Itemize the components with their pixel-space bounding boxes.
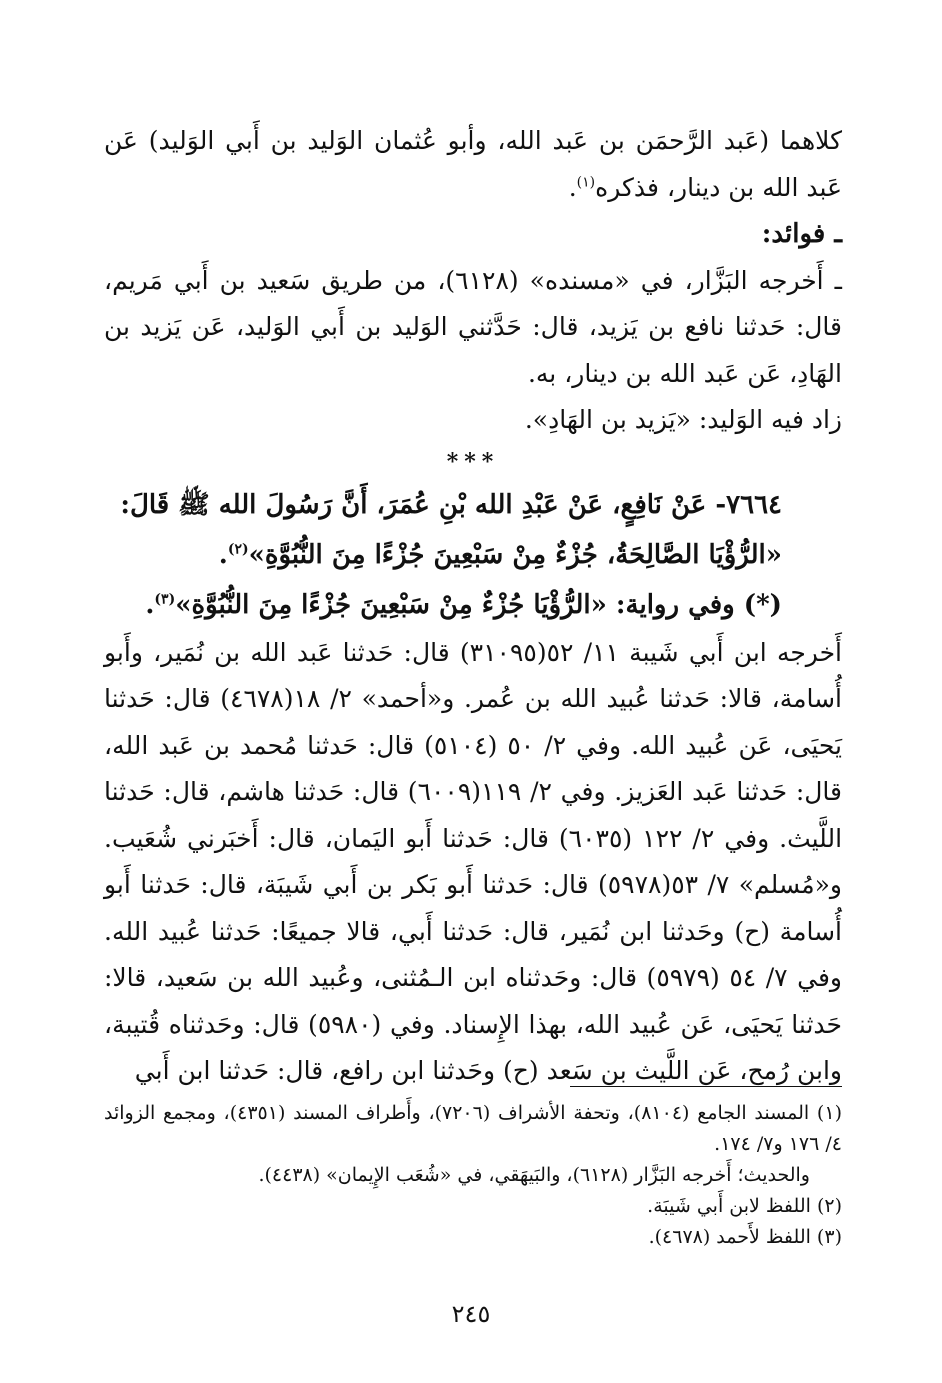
hadith-riwaya-text: (*) وفي رواية: «الرُّؤْيَا جُزْءٌ مِنْ سَبْعِينَ جُزْءًا مِنَ النُّبُوَّةِ» [175, 589, 782, 620]
page-number: ٢٤٥ [451, 1300, 491, 1328]
fawaid-paragraph-1: ـ أَخرجه البَزَّار، في «مسنده» (٦١٢٨)، من طريق سَعيد بن أَبي مَريم، قال: حَدثنا نافع بن يَزيد، قال: حَدَّثني الوَليد بن أَبي الوَليد، عَن يَزيد بن الهَادِ، عَن عَبد الله بن دينار، به. [104, 265, 842, 388]
hadith-isnad-text: عَنْ نَافِعٍ، عَنْ عَبْدِ الله بْنِ عُمَرَ، أَنَّ رَسُولَ الله ﷺ قَالَ: [120, 489, 707, 520]
hadith-number: ٧٦٦٤- [715, 489, 782, 520]
main-text [104, 118, 842, 1095]
intro-text: كلاهما (عَبد الرَّحمَن بن عَبد الله، وأبو عُثمان الوَليد بن أَبي الوَليد) عَن عَبد الله بن دينار، فذكره [104, 126, 842, 202]
footnote-1-continued: والحديث؛ أَخرجه البَزَّار (٦١٢٨)، والبَيهَقي، في «شُعَب الإِيمان» (٤٤٣٨). [258, 1164, 810, 1186]
hadith-isnad [104, 480, 842, 530]
takhrij-paragraph: أَخرجه ابن أَبي شَيبة ١١/ ٥٢(٣١٠٩٥) قال: حَدثنا عَبد الله بن نُمَير، وأَبو أُسامة، قالا: حَدثنا عُبيد الله بن عُمر. و«أحمد» ٢/ ١٨(٤٦٧٨) قال: حَدثنا يَحيَى، عَن عُبيد الله. وفي ٢/ ٥٠ (٥١٠٤) قال: حَدثنا مُحمد بن عَبد الله، قال: حَدثنا عَبد العَزيز. وفي ٢/ ١١٩(٦٠٠٩) قال: حَدثنا هاشم، قال: حَدثنا اللَّيث. وفي ٢/ ١٢٢ (٦٠٣٥) قال: حَدثنا أَبو اليَمان، قال: أَخبَرني شُعَيب. و«مُسلم» ٧/ ٥٣(٥٩٧٨) قال: حَدثنا أَبو بَكر بن أَبي شَيبَة، قال: حَدثنا أَبو أُسامة (ح) وحَدثنا ابن نُمَير، قال: حَدثنا أَبي، قالا جميعًا: حَدثنا عُبيد الله. وفي ٧/ ٥٤ (٥٩٧٩) قال: وحَدثناه ابن الـمُثنى، وعُبيد الله بن سَعيد، قالا: حَدثنا يَحيَى، عَن عُبيد الله، بهذا الإِسناد. وفي (٥٩٨٠) قال: وحَدثناه قُتيبة، وابن رُمح، عَن اللَّيث بن سَعد (ح) وحَدثنا ابن رافع، قال: حَدثنا ابن أَبي [104, 637, 843, 1085]
footnote-ref-1: (١) [576, 174, 596, 191]
footnote-1: (١) المسند الجامع (٨١٠٤)، وتحفة الأشراف (٧٢٠٦)، وأَطراف المسند (٤٣٥١)، ومجمع الزوائد ٤/ ١٧٦ و٧/ ١٧٤. [104, 1102, 842, 1155]
footnote-ref-2: (٢) [227, 540, 249, 557]
section-separator: *** [446, 448, 500, 475]
fawaid-heading: ـ فوائد: [761, 219, 842, 249]
footnote-divider [570, 1086, 842, 1087]
hadith-matn-text: «الرُّؤْيَا الصَّالِحَةُ، جُزْءٌ مِنْ سَبْعِينَ جُزْءًا مِنَ النُّبُوَّةِ» [248, 539, 782, 570]
hadith-matn: «الرُّؤْيَا الصَّالِحَةُ، جُزْءٌ مِنْ سَبْعِينَ جُزْءًا مِنَ النُّبُوَّةِ»$^{(٢)}$. [218, 539, 782, 570]
footnotes [104, 1098, 842, 1253]
footnote-2: (٢) اللفظ لابن أَبي شَيبَة. [647, 1195, 842, 1217]
footnote-ref-3: (٣) [154, 590, 176, 607]
hadith-riwaya: (*) وفي رواية: «الرُّؤْيَا جُزْءٌ مِنْ سَبْعِينَ جُزْءًا مِنَ النُّبُوَّةِ»$^{(٣)}$. [145, 589, 782, 620]
footnote-3: (٣) اللفظ لأَحمد (٤٦٧٨). [648, 1226, 842, 1248]
fawaid-paragraph-2: زاد فيه الوَليد: «يَزيد بن الهَادِ». [524, 405, 842, 434]
intro-paragraph: كلاهما (عَبد الرَّحمَن بن عَبد الله، وأبو عُثمان الوَليد بن أَبي الوَليد) عَن عَبد الله بن دينار، فذكره$^{(١)}$. [104, 126, 842, 202]
